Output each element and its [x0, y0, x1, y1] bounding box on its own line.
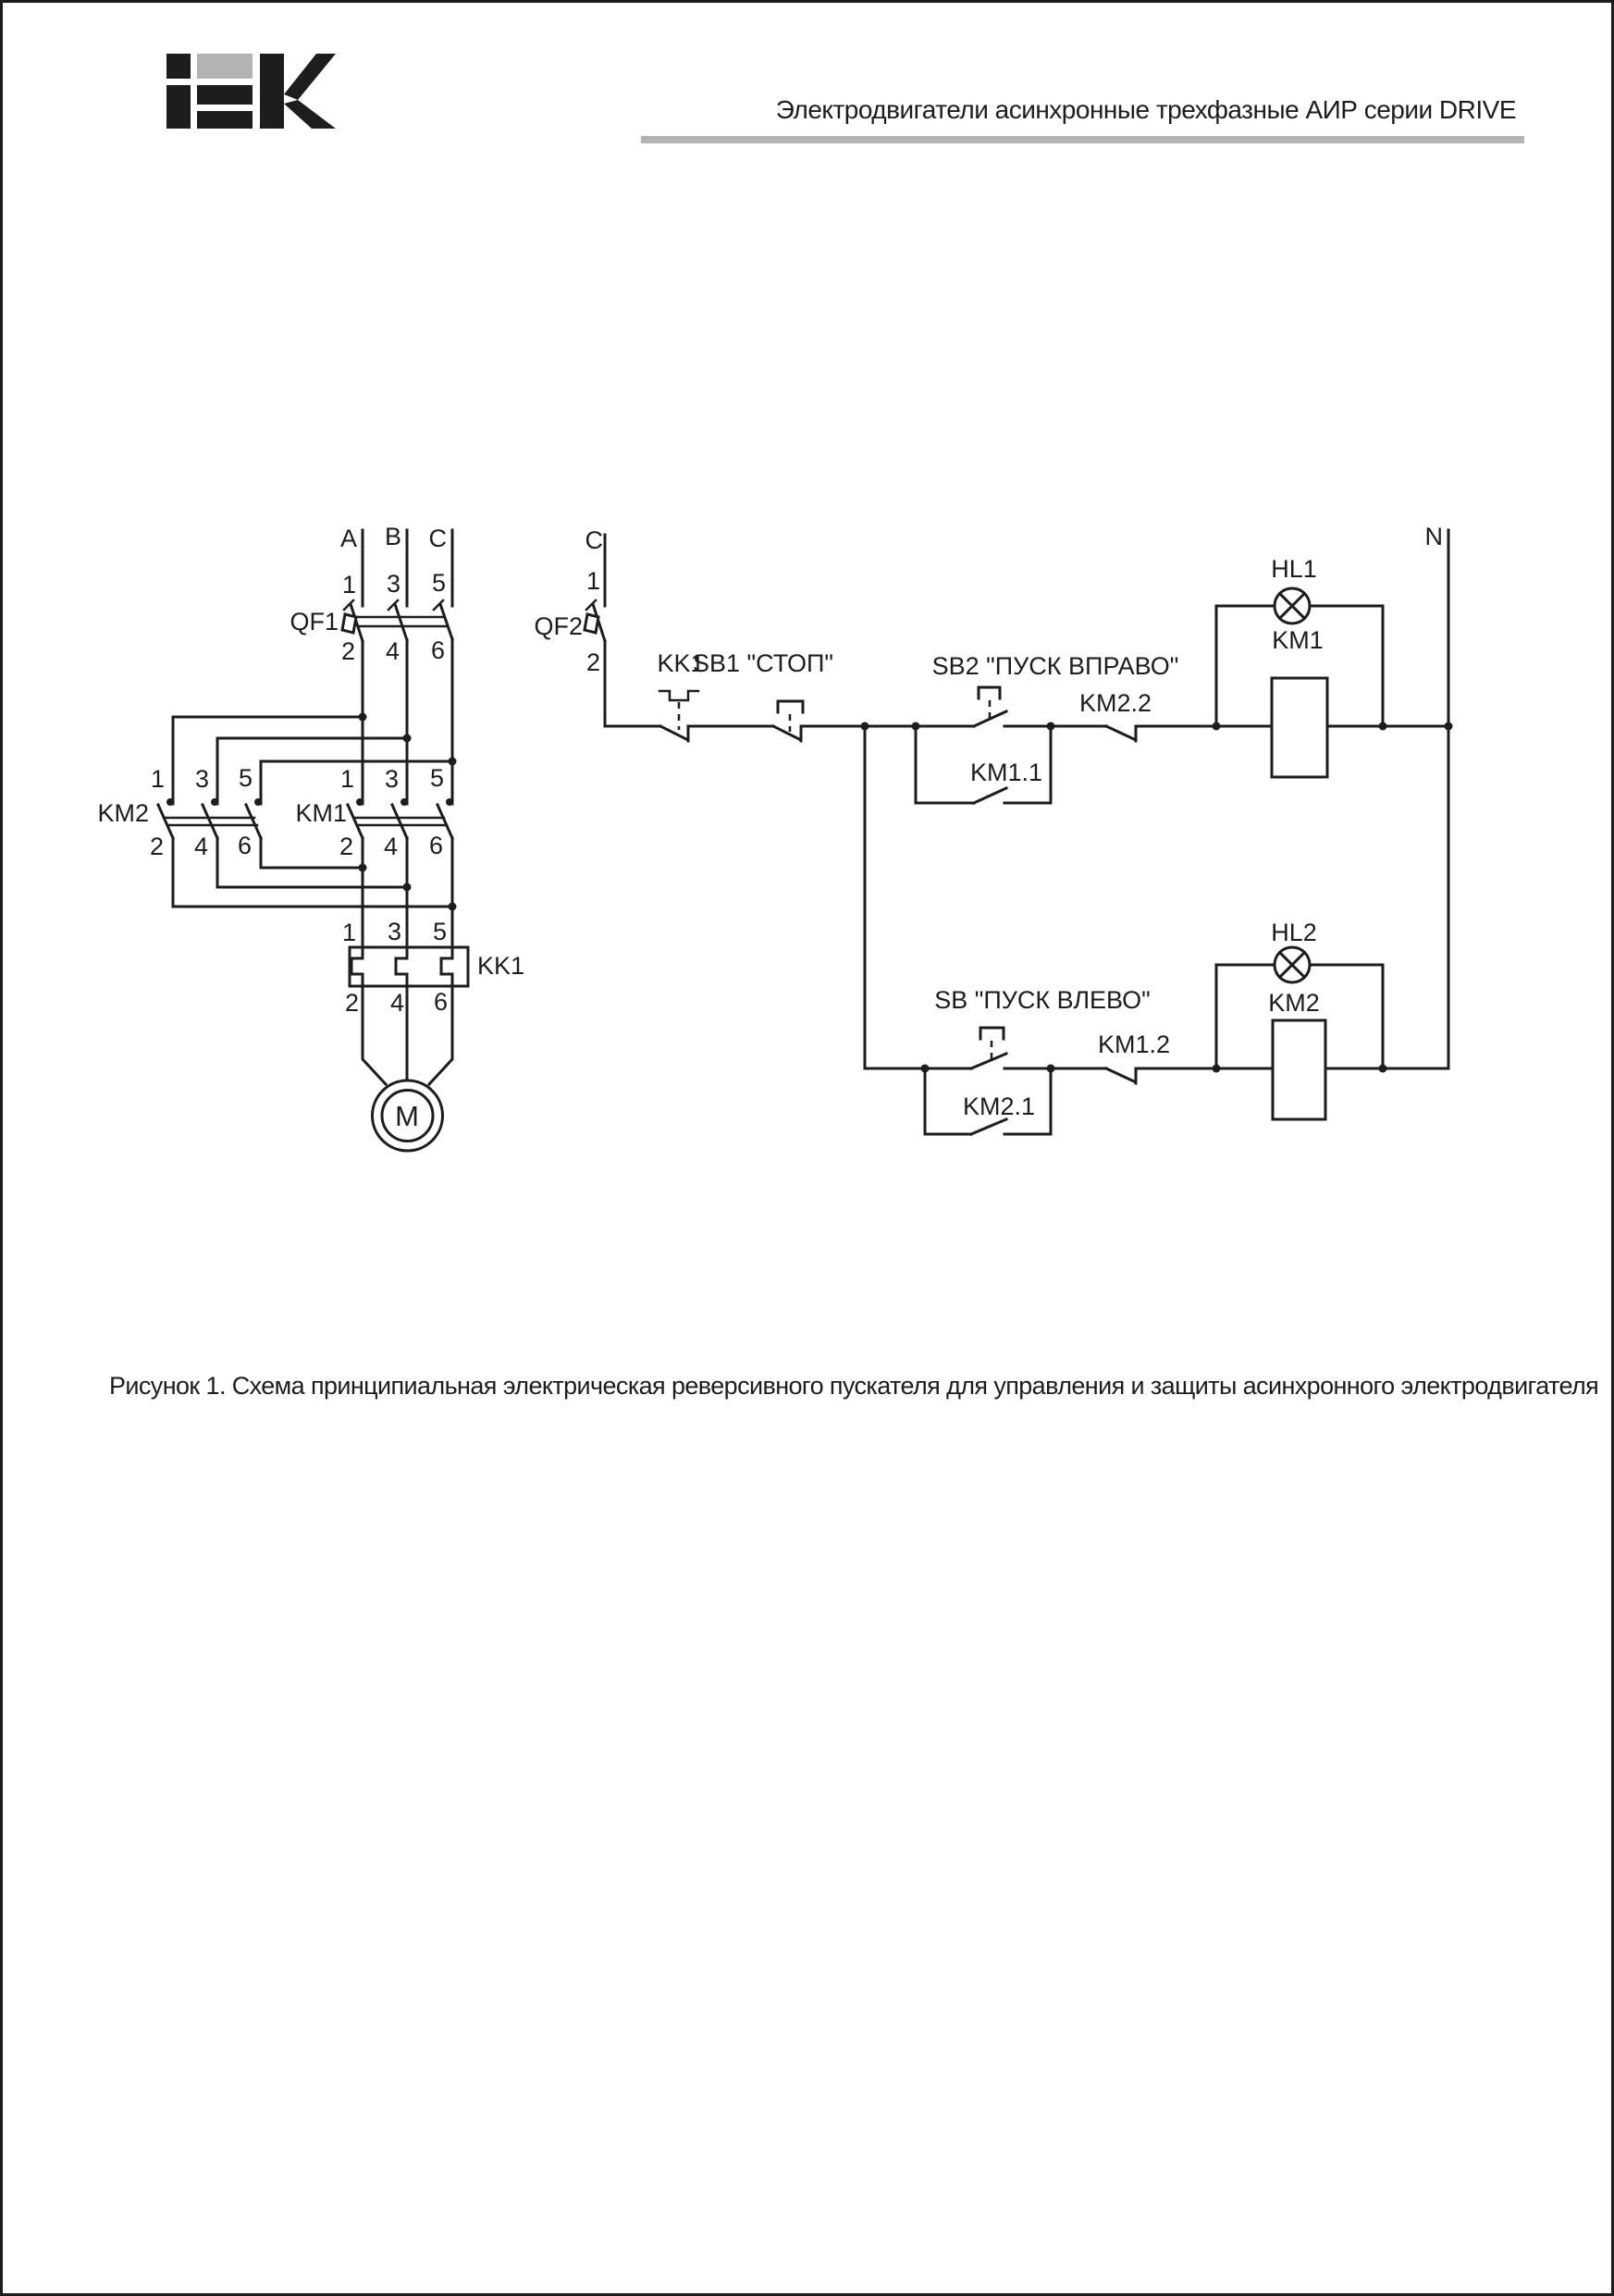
sb-start-left-button-icon	[971, 1028, 1006, 1068]
wire-to-rung2	[865, 726, 971, 1068]
kk1-contact-label: KK1	[657, 649, 705, 677]
sb2-label: SB2 "ПУСК ВПРАВО"	[931, 652, 1179, 680]
km2-terminal-5: 5	[238, 764, 253, 792]
kk1-nc-contact-icon	[659, 691, 698, 741]
km2-terminal-6: 6	[237, 832, 252, 859]
neutral-label: N	[1424, 523, 1443, 550]
page-title: Электродвигатели асинхронные трехфазные АИР серии DRIVE	[775, 95, 1516, 124]
km1-terminal-6: 6	[428, 832, 443, 859]
control-junction-dots	[861, 722, 1453, 1073]
km1-terminal-4: 4	[383, 833, 398, 860]
km2-terminal-3: 3	[194, 765, 209, 793]
km2-coil	[1273, 1020, 1325, 1119]
motor-label: M	[395, 1100, 419, 1132]
wire-qf2-to-rung1	[605, 641, 660, 726]
phase-a-label: A	[339, 525, 357, 552]
kk1-terminal-6: 6	[433, 988, 448, 1016]
sb1-label: SB1 "СТОП"	[693, 649, 833, 677]
qf1-terminal-6: 6	[430, 636, 445, 664]
kk1-terminal-5: 5	[432, 918, 447, 945]
qf1-terminal-1: 1	[341, 571, 356, 599]
kk1-terminal-4: 4	[389, 989, 404, 1017]
qf1-terminal-5: 5	[431, 569, 446, 597]
km1-label: KM1	[295, 799, 347, 827]
km1-coil-label: KM1	[1272, 626, 1324, 654]
km1-terminal-2: 2	[339, 833, 353, 860]
control-phase-label: C	[585, 526, 603, 554]
kk1-terminal-3: 3	[387, 918, 401, 945]
km1-1-label: KM1.1	[969, 759, 1043, 786]
km1-terminal-3: 3	[384, 765, 399, 793]
qf2-terminal-2: 2	[585, 648, 600, 676]
qf1-terminal-4: 4	[385, 637, 400, 665]
km2-2-nc-contact-icon	[1106, 726, 1136, 741]
phase-b-label: B	[384, 523, 401, 550]
qf2-label: QF2	[534, 612, 583, 640]
kk1-terminal-1: 1	[341, 919, 356, 946]
motor-feed-wire-1	[363, 986, 386, 1084]
qf1-terminal-3: 3	[386, 570, 400, 598]
figure-caption: Рисунок 1. Схема принципиальная электрическая реверсивного пускателя для управления и защиты асинхронного электродвигателя	[109, 1372, 1599, 1400]
km2-label: KM2	[97, 799, 149, 827]
sb-label: SB "ПУСК ВЛЕВО"	[934, 986, 1151, 1014]
kk1-label: KK1	[477, 952, 525, 980]
km2-terminal-1: 1	[150, 765, 165, 793]
km2-terminal-2: 2	[149, 833, 164, 860]
wire-c-to-km2	[261, 761, 452, 804]
phase-c-label: C	[428, 525, 447, 552]
km2-out1-cross-wire	[173, 838, 452, 907]
control-circuit	[534, 523, 1452, 1134]
kk1-terminal-2: 2	[344, 989, 359, 1017]
km1-2-nc-contact-icon	[1106, 1068, 1136, 1083]
km2-1-label: KM2.1	[962, 1092, 1036, 1120]
km1-terminal-5: 5	[429, 764, 444, 792]
hl2-label: HL2	[1271, 919, 1317, 946]
qf1-label: QF1	[290, 608, 339, 636]
km1-coil	[1272, 678, 1327, 777]
qf2-breaker-icon	[585, 600, 605, 641]
hl1-label: HL1	[1271, 555, 1317, 583]
qf1-breaker-icon	[342, 600, 452, 641]
sb1-stop-button-icon	[773, 701, 803, 741]
power-circuit	[97, 523, 524, 1151]
kk1-thermal-relay-icon	[350, 947, 468, 986]
km1-2-label: KM1.2	[1097, 1031, 1171, 1058]
km2-2-label: KM2.2	[1078, 689, 1152, 717]
qf1-terminal-2: 2	[340, 637, 355, 665]
sb2-start-right-button-icon	[974, 687, 1006, 726]
qf2-terminal-1: 1	[585, 567, 600, 595]
schematic-diagram	[3, 3, 1614, 2296]
km1-terminal-1: 1	[339, 765, 354, 793]
km2-terminal-4: 4	[193, 833, 208, 860]
km2-coil-label: KM2	[1268, 989, 1320, 1017]
